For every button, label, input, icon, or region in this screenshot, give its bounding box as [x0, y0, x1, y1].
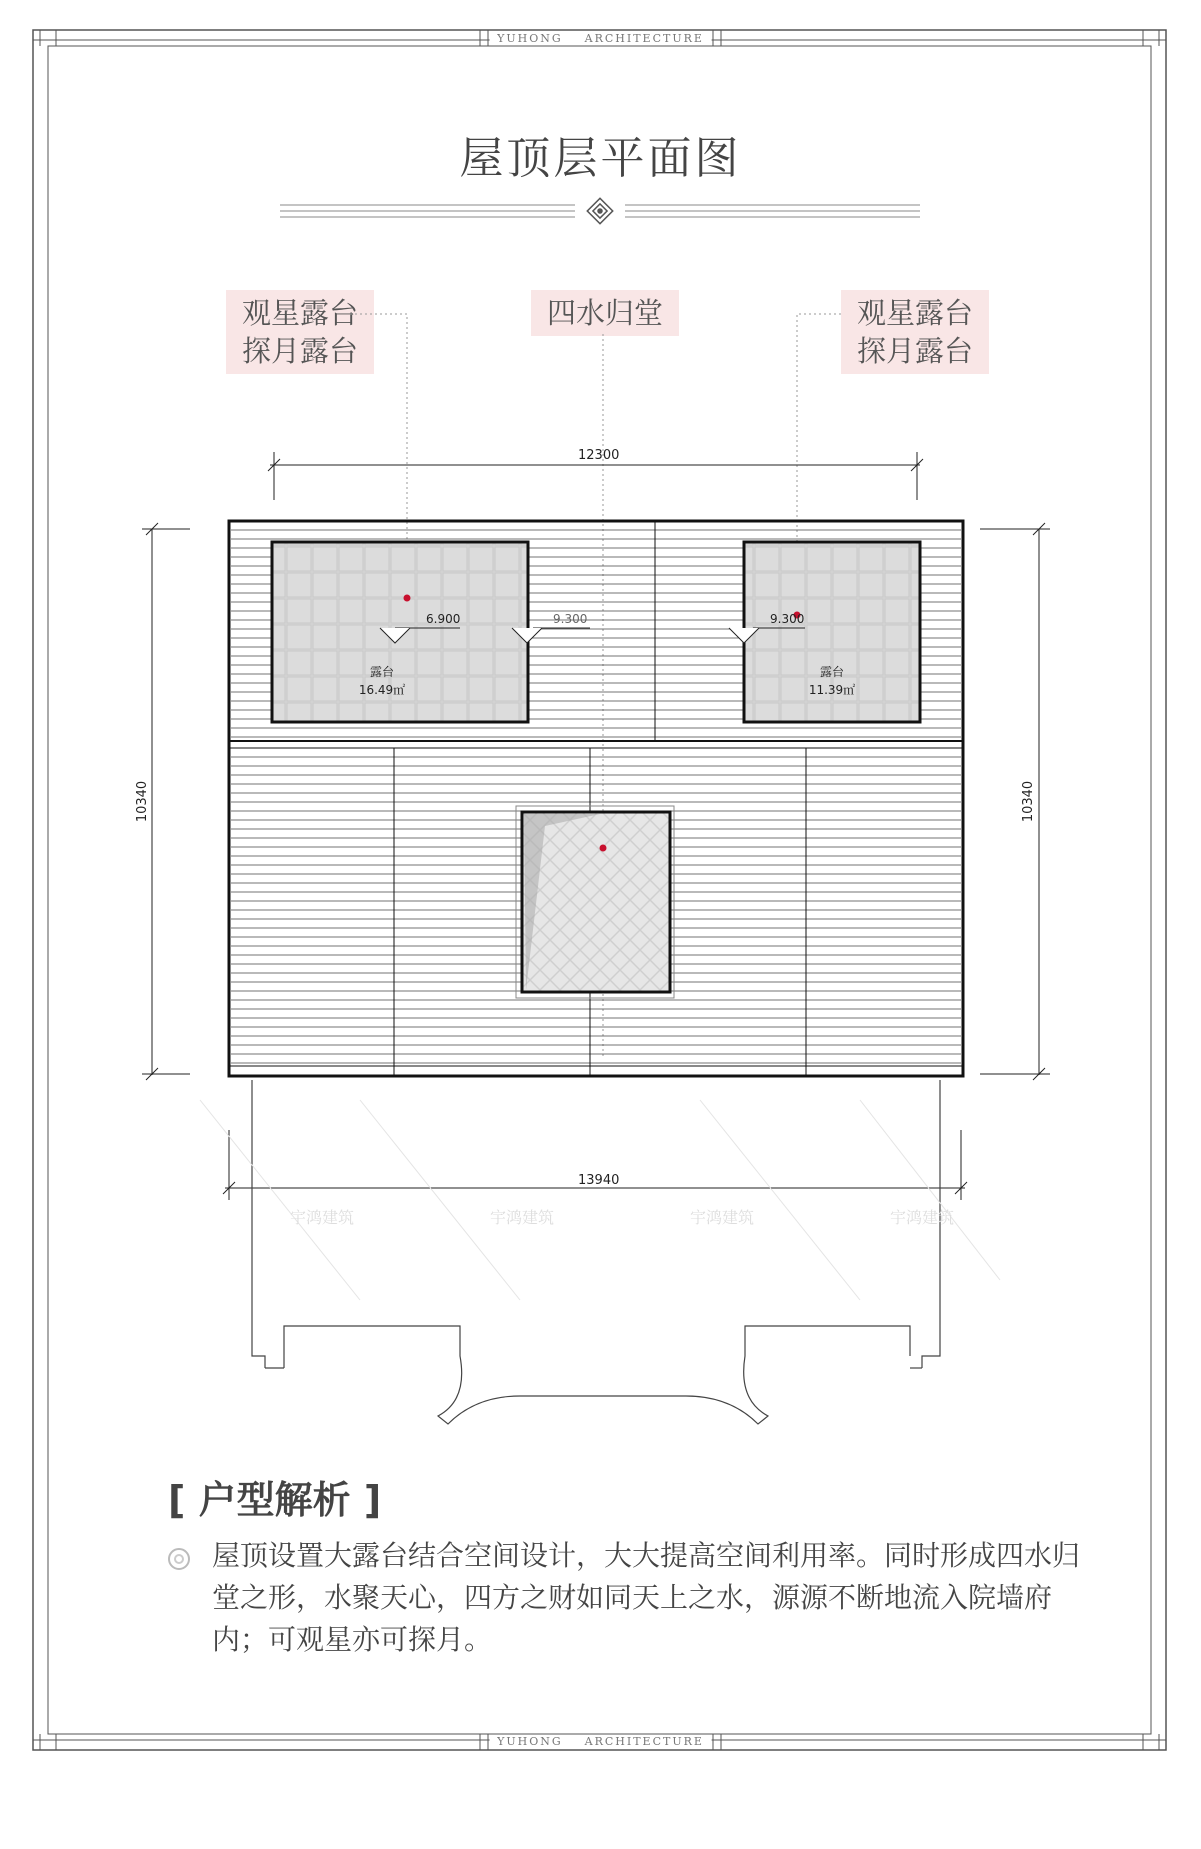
- circle-bullet-icon: [168, 1548, 190, 1570]
- terrace-left-area: 16.49㎡: [358, 683, 406, 697]
- elevation-1: 6.900: [426, 612, 461, 626]
- page-title: 屋顶层平面图: [459, 133, 742, 184]
- brand-top: YUHONG ARCHITECTURE: [489, 32, 712, 45]
- elevation-2: 9.300: [553, 612, 588, 626]
- terrace-right-label: [802, 663, 862, 699]
- dim-left-height: 10340: [135, 780, 151, 823]
- watermark-1: 宇鸿建筑: [290, 1208, 355, 1227]
- terrace-left-name: 露台: [369, 665, 394, 679]
- callout-right-line2: 探月露台: [856, 334, 973, 368]
- watermark-2: 宇鸿建筑: [490, 1208, 555, 1227]
- elevation-3: 9.300: [770, 612, 805, 626]
- terrace-left-label: [352, 663, 412, 699]
- watermark-4: 宇鸿建筑: [890, 1208, 955, 1227]
- analysis-text: 屋顶设置大露台结合空间设计，大大提高空间利用率。同时形成四水归堂之形，水聚天心，四方之财如同天上之水，源源不断地流入院墙府内；可观星亦可探月。: [212, 1539, 1081, 1656]
- dim-top-width: 12300: [578, 448, 620, 463]
- callout-center: 四水归堂: [531, 290, 679, 336]
- terrace-right-name: 露台: [819, 665, 844, 679]
- terrace-right-area: 11.39㎡: [808, 683, 856, 697]
- watermark-3: 宇鸿建筑: [690, 1208, 755, 1227]
- callout-right-line1: 观星露台: [856, 296, 973, 330]
- courtyard-opening: [522, 812, 670, 992]
- callout-left-line2: 探月露台: [241, 334, 358, 368]
- dim-right-height: 10340: [1021, 780, 1037, 823]
- dim-bottom-width: 13940: [578, 1173, 620, 1188]
- analysis-heading: [ 户型解析 ]: [168, 1478, 382, 1522]
- brand-bottom: YUHONG ARCHITECTURE: [489, 1735, 712, 1748]
- callout-left-line1: 观星露台: [241, 296, 358, 330]
